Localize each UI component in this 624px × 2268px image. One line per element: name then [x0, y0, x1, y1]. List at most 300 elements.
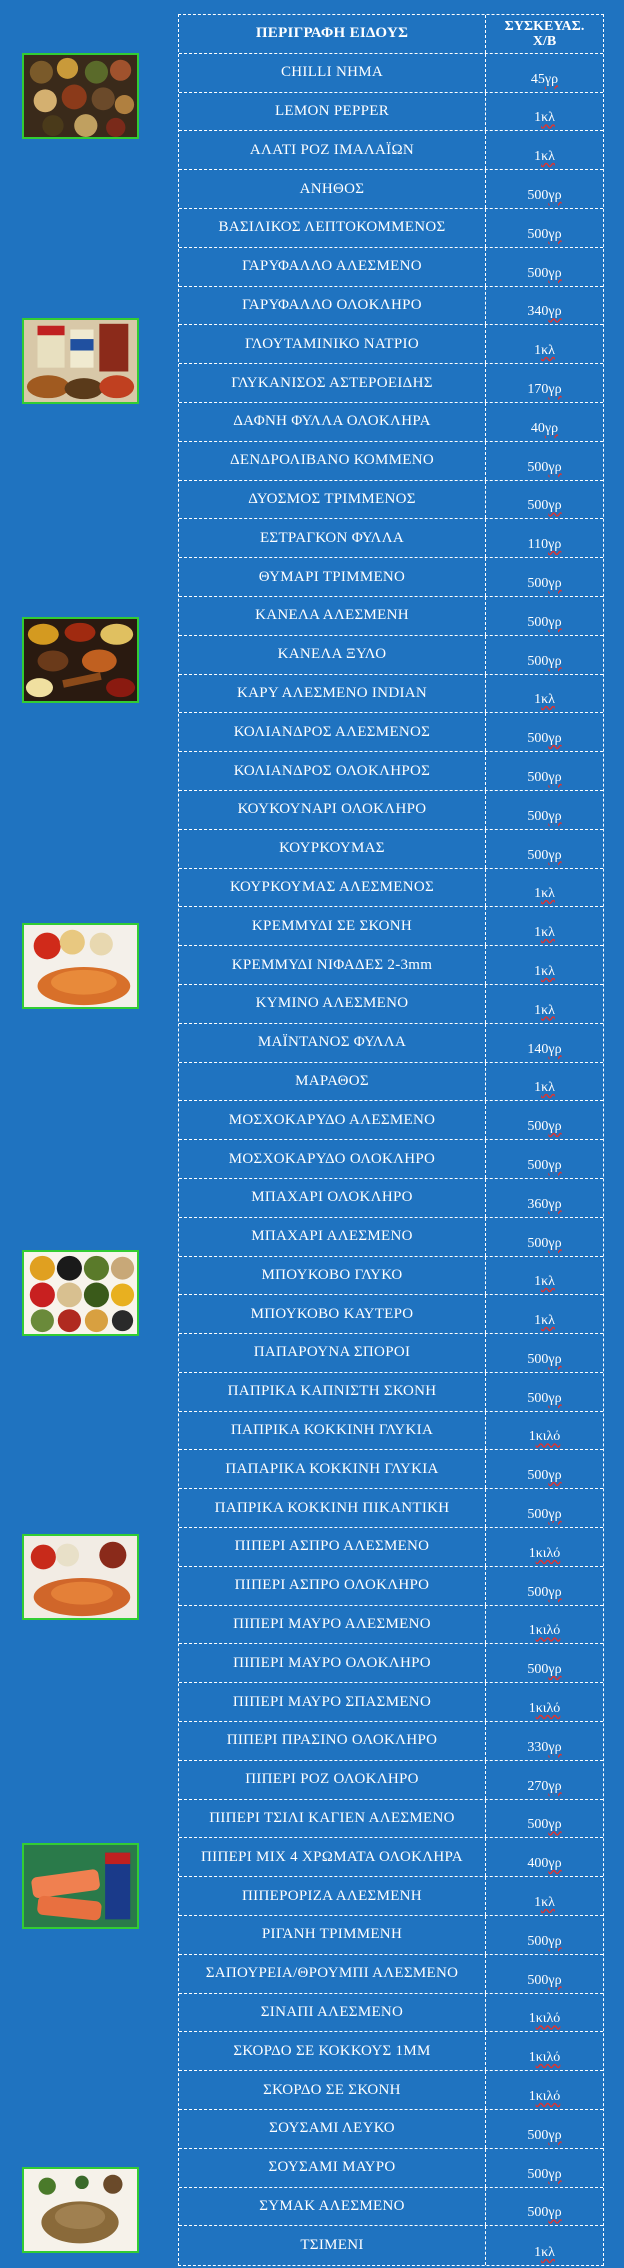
item-unit: γρ	[548, 808, 562, 824]
item-package	[486, 364, 603, 402]
item-unit: γρ	[548, 1778, 562, 1794]
item-unit: γρ	[544, 71, 559, 87]
item-qty: 1	[534, 1895, 542, 1911]
table-row	[179, 1722, 603, 1761]
item-qty: 500	[527, 459, 549, 475]
item-package	[486, 131, 603, 169]
item-unit: γρ	[548, 1933, 562, 1949]
item-name: ΔΑΦΝΗ ΦΥΛΛΑ ΟΛΟΚΛΗΡΑ	[179, 403, 486, 441]
item-package	[486, 1644, 603, 1682]
item-unit: κιλό	[535, 1623, 561, 1639]
item-qty: 270	[527, 1778, 549, 1794]
item-name: ΚΟΥΡΚΟΥΜΑΣ ΑΛΕΣΜΕΝΟΣ	[179, 869, 486, 907]
item-name: ΠΙΠΕΡΙ ΠΡΑΣΙΝΟ ΟΛΟΚΛΗΡΟ	[179, 1722, 486, 1760]
item-qty: 45	[530, 71, 545, 87]
item-unit: γρ	[548, 1351, 562, 1367]
item-unit: γρ	[548, 187, 562, 203]
item-name: ΑΝΗΘΟΣ	[179, 170, 486, 208]
table-row	[179, 442, 603, 481]
table-row	[179, 2032, 603, 2071]
item-name: ΠΙΠΕΡΙ ΑΣΠΡΟ ΟΛΟΚΛΗΡΟ	[179, 1567, 486, 1605]
item-unit: κιλό	[535, 1429, 561, 1445]
item-unit: γρ	[548, 2127, 562, 2143]
item-qty: 1	[528, 1429, 536, 1445]
item-qty: 1	[534, 1080, 542, 1096]
item-package	[486, 2071, 603, 2109]
item-qty: 400	[527, 1856, 549, 1872]
item-name: CHILLI ΝΗΜΑ	[179, 54, 486, 92]
item-name: ΠΙΠΕΡΟΡΙΖΑ ΑΛΕΣΜΕΝΗ	[179, 1877, 486, 1915]
item-unit: γρ	[548, 1507, 562, 1523]
item-name: ΚΡΕΜΜΥΔΙ ΝΙΦΑΔΕΣ 2-3mm	[179, 946, 486, 984]
item-name: ΚΑΝΕΛΑ ΑΛΕΣΜΕΝΗ	[179, 597, 486, 635]
item-unit: κλ	[541, 343, 555, 359]
item-name: ΓΛΥΚΑΝΙΣΟΣ ΑΣΤΕΡΟΕΙΔΗΣ	[179, 364, 486, 402]
item-package	[486, 248, 603, 286]
item-qty: 500	[527, 575, 549, 591]
table-row	[179, 1140, 603, 1179]
item-name: ΚΟΛΙΑΝΔΡΟΣ ΑΛΕΣΜΕΝΟΣ	[179, 713, 486, 751]
item-unit: γρ	[548, 1972, 562, 1988]
salmon-spice-jar-photo	[22, 1843, 139, 1929]
spice-spoons-photo	[22, 53, 139, 139]
item-unit: γρ	[544, 420, 559, 436]
table-row	[179, 2149, 603, 2188]
item-unit: γρ	[548, 1390, 562, 1406]
spices-table	[178, 14, 604, 2266]
header-package	[486, 15, 603, 53]
item-name: ΣΟΥΣΑΜΙ ΛΕΥΚΟ	[179, 2110, 486, 2148]
item-name: ΜΠΟΥΚΟΒΟ ΚΑΥΤΕΡΟ	[179, 1295, 486, 1333]
item-package	[486, 907, 603, 945]
table-row	[179, 869, 603, 908]
item-name: ΣΚΟΡΔΟ ΣΕ ΣΚΟΝΗ	[179, 2071, 486, 2109]
item-package	[486, 1295, 603, 1333]
item-package	[486, 1489, 603, 1527]
item-name: LEMON PEPPER	[179, 93, 486, 131]
item-name: ΠΙΠΕΡΙ ΜΑΥΡΟ ΣΠΑΣΜΕΝΟ	[179, 1683, 486, 1721]
item-package	[486, 287, 603, 325]
item-qty: 1	[534, 925, 542, 941]
item-name: ΔΕΝΔΡΟΛΙΒΑΝΟ ΚΟΜΜΕΝΟ	[179, 442, 486, 480]
table-row	[179, 791, 603, 830]
item-unit: γρ	[548, 1041, 562, 1057]
item-package	[486, 1916, 603, 1954]
item-package	[486, 713, 603, 751]
table-row	[179, 2110, 603, 2149]
item-package	[486, 481, 603, 519]
item-unit: γρ	[548, 1235, 562, 1251]
item-qty: 500	[527, 769, 549, 785]
item-unit: γρ	[548, 304, 562, 320]
table-body	[179, 54, 603, 2265]
item-package	[486, 1994, 603, 2032]
item-qty: 1	[534, 1313, 542, 1329]
table-row	[179, 1567, 603, 1606]
table-row	[179, 2226, 603, 2265]
item-qty: 500	[527, 653, 549, 669]
table-row	[179, 54, 603, 93]
table-row	[179, 830, 603, 869]
table-row	[179, 675, 603, 714]
item-qty: 500	[527, 1933, 549, 1949]
item-unit: γρ	[548, 1584, 562, 1600]
header-package-line1: ΣΥΣΚΕΥΑΣ.	[504, 18, 585, 34]
item-qty: 110	[527, 537, 549, 553]
item-name: ΒΑΣΙΛΙΚΟΣ ΛΕΠΤΟΚΟΜΜΕΝΟΣ	[179, 209, 486, 247]
item-package	[486, 1412, 603, 1450]
table-row	[179, 325, 603, 364]
item-package	[486, 519, 603, 557]
table-row	[179, 1412, 603, 1451]
item-unit: κλ	[541, 963, 555, 979]
item-package	[486, 791, 603, 829]
item-unit: γρ	[548, 1196, 562, 1212]
item-qty: 500	[527, 2127, 549, 2143]
item-name: ΠΑΠΡΙΚΑ ΚΟΚΚΙΝΗ ΓΛΥΚΙΑ	[179, 1412, 486, 1450]
item-name: ΡΙΓΑΝΗ ΤΡΙΜΜΕΝΗ	[179, 1916, 486, 1954]
item-unit: γρ	[548, 614, 562, 630]
item-qty: 140	[527, 1041, 549, 1057]
item-unit: κλ	[541, 149, 555, 165]
item-qty: 1	[534, 692, 542, 708]
table-row	[179, 1683, 603, 1722]
item-qty: 500	[527, 1119, 549, 1135]
item-qty: 1	[528, 2089, 536, 2105]
item-qty: 1	[528, 2050, 536, 2066]
item-name: ΠΑΠΡΙΚΑ ΚΟΚΚΙΝΗ ΠΙΚΑΝΤΙΚΗ	[179, 1489, 486, 1527]
item-package	[486, 2110, 603, 2148]
item-unit: κλ	[541, 886, 555, 902]
item-name: ΠΑΠΑΡΟΥΝΑ ΣΠΟΡΟΙ	[179, 1334, 486, 1372]
item-package	[486, 2149, 603, 2187]
item-package	[486, 636, 603, 674]
table-row	[179, 131, 603, 170]
item-name: ΣΥΜΑΚ ΑΛΕΣΜΕΝΟ	[179, 2188, 486, 2226]
item-qty: 500	[527, 614, 549, 630]
paprika-vegetables-photo	[22, 923, 139, 1009]
item-qty: 1	[528, 1701, 536, 1717]
item-qty: 500	[527, 847, 549, 863]
item-qty: 500	[527, 1468, 549, 1484]
table-row	[179, 1101, 603, 1140]
item-package	[486, 2032, 603, 2070]
table-row	[179, 1800, 603, 1839]
table-row	[179, 209, 603, 248]
table-row	[179, 1838, 603, 1877]
item-name: ΚΥΜΙΝΟ ΑΛΕΣΜΕΝΟ	[179, 985, 486, 1023]
item-package	[486, 403, 603, 441]
item-package	[486, 1373, 603, 1411]
item-name: ΣΟΥΣΑΜΙ ΜΑΥΡΟ	[179, 2149, 486, 2187]
table-row	[179, 519, 603, 558]
item-qty: 170	[527, 381, 549, 397]
item-package	[486, 1257, 603, 1295]
item-unit: γρ	[548, 575, 562, 591]
item-package	[486, 597, 603, 635]
item-qty: 40	[530, 420, 545, 436]
item-name: ΓΑΡΥΦΑΛΛΟ ΟΛΟΚΛΗΡΟ	[179, 287, 486, 325]
item-unit: κλ	[541, 1313, 555, 1329]
item-unit: γρ	[548, 1157, 562, 1173]
item-qty: 500	[527, 265, 549, 281]
item-qty: 500	[527, 1235, 549, 1251]
item-package	[486, 985, 603, 1023]
item-package	[486, 1877, 603, 1915]
item-qty: 500	[527, 808, 549, 824]
item-name: ΠΑΠΡΙΚΑ ΚΑΠΝΙΣΤΗ ΣΚΟΝΗ	[179, 1373, 486, 1411]
item-package	[486, 869, 603, 907]
spice-plates-photo	[22, 1250, 139, 1336]
item-name: ΔΥΟΣΜΟΣ ΤΡΙΜΜΕΝΟΣ	[179, 481, 486, 519]
item-name: ΠΙΠΕΡΙ ΤΣΙΛΙ ΚΑΓΙΕΝ ΑΛΕΣΜΕΝΟ	[179, 1800, 486, 1838]
item-package	[486, 1567, 603, 1605]
item-qty: 1	[534, 2245, 542, 2261]
item-unit: κιλό	[535, 2089, 561, 2105]
table-row	[179, 558, 603, 597]
item-package	[486, 1179, 603, 1217]
item-qty: 500	[527, 1584, 549, 1600]
table-row	[179, 1644, 603, 1683]
item-package	[486, 1606, 603, 1644]
item-qty: 500	[527, 731, 549, 747]
table-row	[179, 946, 603, 985]
item-qty: 500	[527, 1157, 549, 1173]
table-row	[179, 248, 603, 287]
item-unit: γρ	[548, 265, 562, 281]
table-row	[179, 985, 603, 1024]
table-row	[179, 93, 603, 132]
item-package	[486, 2226, 603, 2265]
item-unit: γρ	[548, 226, 562, 242]
item-name: ΠΙΠΕΡΙ ΜΑΥΡΟ ΑΛΕΣΜΕΝΟ	[179, 1606, 486, 1644]
item-qty: 500	[527, 1390, 549, 1406]
item-unit: κλ	[541, 2245, 555, 2261]
item-unit: γρ	[548, 1119, 562, 1135]
table-row	[179, 1955, 603, 1994]
item-unit: γρ	[548, 537, 562, 553]
item-name: ΚΑΝΕΛΑ ΞΥΛΟ	[179, 636, 486, 674]
table-row	[179, 1489, 603, 1528]
item-package	[486, 946, 603, 984]
item-package	[486, 1334, 603, 1372]
mixed-spices-photo	[22, 2167, 139, 2253]
table-row	[179, 2188, 603, 2227]
item-qty: 1	[534, 1274, 542, 1290]
table-row	[179, 1257, 603, 1296]
item-name: ΚΑΡΥ ΑΛΕΣΜΕΝΟ INDIAN	[179, 675, 486, 713]
header-description: ΠΕΡΙΓΡΑΦΗ ΕΙΔΟΥΣ	[179, 15, 486, 53]
item-package	[486, 675, 603, 713]
table-row	[179, 1916, 603, 1955]
item-name: ΚΟΛΙΑΝΔΡΟΣ ΟΛΟΚΛΗΡΟΣ	[179, 752, 486, 790]
table-row	[179, 1024, 603, 1063]
item-unit: κιλό	[535, 2011, 561, 2027]
table-row	[179, 1179, 603, 1218]
item-package	[486, 1218, 603, 1256]
item-unit: γρ	[548, 653, 562, 669]
item-name: ΠΑΠΑΡΙΚΑ ΚΟΚΚΙΝΗ ΓΛΥΚΙΑ	[179, 1450, 486, 1488]
item-package	[486, 325, 603, 363]
item-qty: 500	[527, 226, 549, 242]
item-package	[486, 1450, 603, 1488]
item-unit: γρ	[548, 1662, 562, 1678]
table-row	[179, 1606, 603, 1645]
table-row	[179, 364, 603, 403]
item-qty: 1	[534, 963, 542, 979]
item-qty: 1	[534, 1002, 542, 1018]
item-package	[486, 1838, 603, 1876]
item-qty: 1	[534, 343, 542, 359]
item-name: ΘΥΜΑΡΙ ΤΡΙΜΜΕΝΟ	[179, 558, 486, 596]
item-name: ΣΙΝΑΠΙ ΑΛΕΣΜΕΝΟ	[179, 1994, 486, 2032]
paprika-garlic-photo	[22, 1534, 139, 1620]
item-qty: 340	[527, 304, 549, 320]
item-qty: 1	[534, 110, 542, 126]
item-package	[486, 1140, 603, 1178]
item-package	[486, 1063, 603, 1101]
item-package	[486, 1722, 603, 1760]
item-package	[486, 54, 603, 92]
table-row	[179, 907, 603, 946]
item-name: ΜΟΣΧΟΚΑΡΥΔΟ ΟΛΟΚΛΗΡΟ	[179, 1140, 486, 1178]
item-unit: γρ	[548, 498, 562, 514]
item-package	[486, 1800, 603, 1838]
item-name: ΠΙΠΕΡΙ ΑΣΠΡΟ ΑΛΕΣΜΕΝΟ	[179, 1528, 486, 1566]
item-package	[486, 209, 603, 247]
table-row	[179, 481, 603, 520]
item-package	[486, 558, 603, 596]
item-unit: κλ	[541, 1080, 555, 1096]
item-name: ΤΣΙΜΕΝΙ	[179, 2226, 486, 2265]
item-package	[486, 830, 603, 868]
item-unit: γρ	[548, 1817, 562, 1833]
item-qty: 330	[527, 1739, 549, 1755]
item-name: ΜΑΡΑΘΟΣ	[179, 1063, 486, 1101]
item-package	[486, 752, 603, 790]
table-row	[179, 1218, 603, 1257]
item-name: ΜΑΪΝΤΑΝΟΣ ΦΥΛΛΑ	[179, 1024, 486, 1062]
item-name: ΓΑΡΥΦΑΛΛΟ ΑΛΕΣΜΕΝΟ	[179, 248, 486, 286]
table-row	[179, 1295, 603, 1334]
item-qty: 500	[527, 187, 549, 203]
item-unit: γρ	[548, 847, 562, 863]
item-package	[486, 1955, 603, 1993]
item-unit: γρ	[548, 2205, 562, 2221]
item-qty: 1	[528, 1545, 536, 1561]
table-row	[179, 713, 603, 752]
item-package	[486, 1024, 603, 1062]
item-name: ΑΛΑΤΙ ΡΟΖ ΙΜΑΛΑΪΩΝ	[179, 131, 486, 169]
item-package	[486, 1101, 603, 1139]
item-unit: γρ	[548, 1468, 562, 1484]
table-row	[179, 752, 603, 791]
item-qty: 500	[527, 2166, 549, 2182]
item-unit: κιλό	[535, 2050, 561, 2066]
item-name: ΚΟΥΡΚΟΥΜΑΣ	[179, 830, 486, 868]
item-name: ΣΚΟΡΔΟ ΣΕ ΚΟΚΚΟΥΣ 1MM	[179, 2032, 486, 2070]
item-name: ΓΛΟΥΤΑΜΙΝΙΚΟ ΝΑΤΡΙΟ	[179, 325, 486, 363]
table-row	[179, 1528, 603, 1567]
table-row	[179, 597, 603, 636]
item-qty: 500	[527, 2205, 549, 2221]
item-name: ΚΡΕΜΜΥΔΙ ΣΕ ΣΚΟΝΗ	[179, 907, 486, 945]
table-row	[179, 170, 603, 209]
item-qty: 500	[527, 1351, 549, 1367]
item-unit: γρ	[548, 1856, 562, 1872]
item-unit: κιλό	[535, 1545, 561, 1561]
table-row	[179, 1334, 603, 1373]
item-name: ΜΠΑΧΑΡΙ ΟΛΟΚΛΗΡΟ	[179, 1179, 486, 1217]
item-name: ΠΙΠΕΡΙ ΡΟΖ ΟΛΟΚΛΗΡΟ	[179, 1761, 486, 1799]
item-name: ΣΑΠΟΥΡΕΙΑ/ΘΡΟΥΜΠΙ ΑΛΕΣΜΕΝΟ	[179, 1955, 486, 1993]
item-package	[486, 93, 603, 131]
item-unit: κλ	[541, 925, 555, 941]
item-name: ΠΙΠΕΡΙ ΜΑΥΡΟ ΟΛΟΚΛΗΡΟ	[179, 1644, 486, 1682]
item-package	[486, 2188, 603, 2226]
item-package	[486, 1683, 603, 1721]
item-package	[486, 442, 603, 480]
item-package	[486, 1528, 603, 1566]
item-qty: 360	[527, 1196, 549, 1212]
item-unit: κλ	[541, 1895, 555, 1911]
item-unit: γρ	[548, 1739, 562, 1755]
table-header	[179, 15, 603, 54]
header-package-line2: Χ/Β	[532, 33, 557, 49]
item-name: ΜΠΟΥΚΟΒΟ ΓΛΥΚΟ	[179, 1257, 486, 1295]
item-unit: κλ	[541, 110, 555, 126]
item-package	[486, 170, 603, 208]
item-package	[486, 1761, 603, 1799]
item-unit: κλ	[541, 692, 555, 708]
table-row	[179, 1373, 603, 1412]
item-qty: 500	[527, 498, 549, 514]
item-name: ΠΙΠΕΡΙ ΜΙΧ 4 ΧΡΩΜΑΤΑ ΟΛΟΚΛΗΡΑ	[179, 1838, 486, 1876]
item-qty: 500	[527, 1507, 549, 1523]
item-unit: κλ	[541, 1274, 555, 1290]
item-qty: 1	[528, 1623, 536, 1639]
item-name: ΜΟΣΧΟΚΑΡΥΔΟ ΑΛΕΣΜΕΝΟ	[179, 1101, 486, 1139]
table-row	[179, 287, 603, 326]
item-unit: γρ	[548, 731, 562, 747]
table-row	[179, 1761, 603, 1800]
spices-bowls-photo	[22, 617, 139, 703]
item-unit: κιλό	[535, 1701, 561, 1717]
item-qty: 500	[527, 1662, 549, 1678]
table-row	[179, 2071, 603, 2110]
item-unit: γρ	[548, 459, 562, 475]
item-name: ΚΟΥΚΟΥΝΑΡΙ ΟΛΟΚΛΗΡΟ	[179, 791, 486, 829]
table-row	[179, 403, 603, 442]
table-row	[179, 1450, 603, 1489]
item-qty: 1	[528, 2011, 536, 2027]
item-qty: 1	[534, 886, 542, 902]
item-unit: γρ	[548, 381, 562, 397]
item-unit: γρ	[548, 769, 562, 785]
spice-jars-photo	[22, 318, 139, 404]
item-qty: 1	[534, 149, 542, 165]
table-row	[179, 1994, 603, 2033]
item-name: ΕΣΤΡΑΓΚΟΝ ΦΥΛΛΑ	[179, 519, 486, 557]
item-unit: γρ	[548, 2166, 562, 2182]
item-qty: 500	[527, 1972, 549, 1988]
item-qty: 500	[527, 1817, 549, 1833]
item-name: ΜΠΑΧΑΡΙ ΑΛΕΣΜΕΝΟ	[179, 1218, 486, 1256]
table-row	[179, 636, 603, 675]
table-row	[179, 1877, 603, 1916]
item-unit: κλ	[541, 1002, 555, 1018]
table-row	[179, 1063, 603, 1102]
